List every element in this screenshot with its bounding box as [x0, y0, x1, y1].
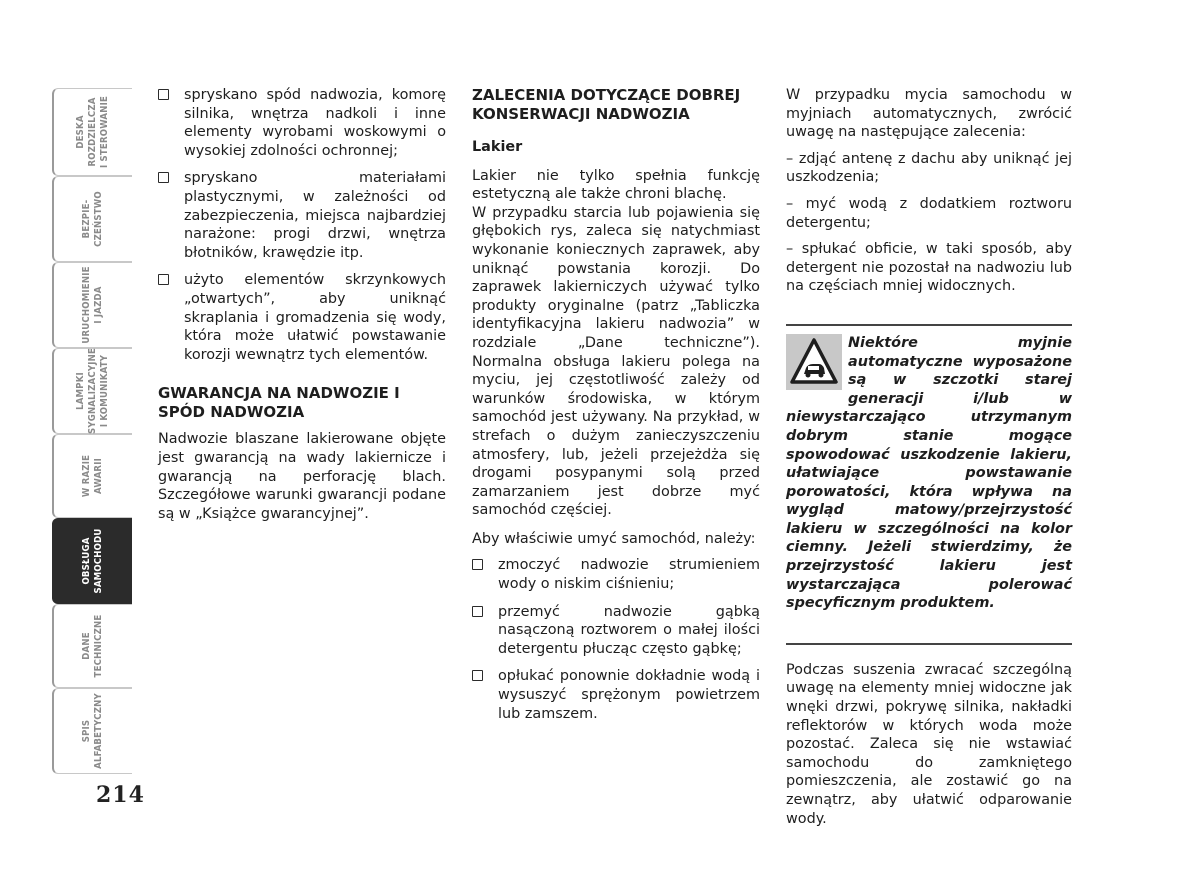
- sidebar-tab-label: DESKA ROZDZIELCZA I STEROWANIE: [75, 95, 110, 169]
- checkbox-bullet-icon: [158, 274, 169, 285]
- paragraph: Nadwozie blaszane lakierowane objęte jest gwarancją na wady lakiernicze i gwarancją na perforację blach. Szczegółowe warunki gwarancji podane są w „Książce gwarancyjnej”.: [158, 431, 446, 522]
- paragraph: Lakier nie tylko spełnia funkcję estetyczną ale także chroni blachę.: [472, 167, 760, 203]
- sidebar-tab-label: BEZPIE- CZEŃSTWO: [81, 191, 104, 247]
- checkbox-bullet-icon: [158, 172, 169, 183]
- checkbox-bullet-icon: [472, 670, 483, 681]
- sidebar-tab-uruchomienie[interactable]: [52, 262, 132, 348]
- sidebar-tab-label: SPIS ALFABETYCZNY: [81, 693, 104, 769]
- list-item: spryskano spód nadwozia, komorę silnika, wnętrza nadkoli i inne elementy wyrobami woskowymi o wysokiej zdolności ochronnej;: [158, 86, 446, 160]
- sidebar-tab-deska[interactable]: [52, 88, 132, 176]
- paragraph: Aby właściwie umyć samochód, należy:: [472, 530, 756, 547]
- checkbox-bullet-icon: [472, 606, 483, 617]
- list-item: zmoczyć nadwozie strumieniem wody o niskim ciśnieniu;: [472, 556, 760, 593]
- subheading: Lakier: [472, 139, 523, 155]
- section-heading: ZALECENIA DOTYCZĄCE DOBREJ KONSERWACJI NADWOZIA: [472, 86, 741, 123]
- sidebar-tab-label: DANE TECHNICZNE: [81, 614, 104, 678]
- list-item: – spłukać obficie, w taki sposób, aby detergent nie pozostał na nadwoziu lub na częściach mniej widocznych.: [786, 241, 1072, 295]
- sidebar-tab-label: URUCHOMIENIE I JAZDA: [81, 266, 104, 344]
- sidebar-tab-obsluga[interactable]: [52, 518, 132, 604]
- page-number: 214: [96, 782, 145, 808]
- paragraph: W przypadku starcia lub pojawienia się głębokich rys, zaleca się natychmiast wykonanie koniecznych zaprawek, aby uniknąć powstania korozji. Do zaprawek lakierniczych używać tylko produkty oryginalne (patrz „Tabliczka identyfikacyjna lakieru nadwozia” w rozdziale „Dane techniczne”). Normalna obsługa lakieru polega na myciu, jej częstotliwość zależy od warunków środowiska, w którym samochód jest używany. Na przykład, w strefach o dużym zanieczyszczeniu atmosfery, lub, jeżeli przejeżdża się drogami posypanymi solą przed zamarzaniem jest dobrze myć samochód częściej.: [472, 204, 760, 519]
- sidebar-tab-dane[interactable]: [52, 604, 132, 688]
- list-item: opłukać ponownie dokładnie wodą i wysuszyć sprężonym powietrzem lub zamszem.: [472, 667, 760, 723]
- sidebar-tab-label: LAMPKI SYGNALIZACYJNE I KOMUNIKATY: [75, 348, 110, 434]
- column-1: [158, 86, 446, 523]
- sidebar-tab-lampki[interactable]: [52, 348, 132, 434]
- paragraph: Podczas suszenia zwracać szczególną uwagę na elementy mniej widoczne jak wnęki drzwi, pokrywę silnika, nakładki reflektorów w których woda może pozostać. Zaleca się nie wstawiać samochodu do zamkniętego pomieszczenia, ale zostawić go na zewnątrz, aby ułatwić odparowanie wody.: [786, 661, 1072, 827]
- checkbox-bullet-icon: [472, 559, 483, 570]
- divider: [786, 643, 1072, 645]
- list-item: przemyć nadwozie gąbką nasączoną roztworem o małej ilości detergentu płucząc często gąbkę;: [472, 603, 760, 659]
- section-heading: GWARANCJA NA NADWOZIE I SPÓD NADWOZIA: [158, 384, 400, 422]
- sidebar-tab-bezpieczenstwo[interactable]: [52, 176, 132, 262]
- list-item: spryskano materiałami plastycznymi, w zależności od zabezpieczenia, miejsca najbardziej narażone: progi drzwi, wnętrza błotników, krawędzie itp.: [158, 169, 446, 262]
- column-3: [786, 86, 1072, 828]
- sidebar-tab-spis[interactable]: [52, 688, 132, 774]
- list-item: – zdjąć antenę z dachu aby uniknąć jej uszkodzenia;: [786, 150, 1072, 186]
- sidebar-tab-label: W RAZIE AWARII: [81, 454, 104, 498]
- column-2: [472, 86, 760, 732]
- warning-box: [786, 324, 1072, 613]
- car-wash-warning-icon: [786, 334, 842, 390]
- paragraph: W przypadku mycia samochodu w myjniach automatycznych, zwrócić uwagę na następujące zalecenia:: [786, 87, 1072, 141]
- list-item: użyto elementów skrzynkowych „otwartych”, aby uniknąć skraplania i gromadzenia się wody, która może ułatwić powstawanie korozji wewnątrz tych elementów.: [158, 271, 446, 364]
- list-item: – myć wodą z dodatkiem roztworu detergentu;: [786, 195, 1072, 231]
- checkbox-bullet-icon: [158, 89, 169, 100]
- sidebar-tab-label: OBSŁUGA SAMOCHODU: [81, 528, 104, 594]
- sidebar-tab-awarii[interactable]: [52, 434, 132, 518]
- warning-text: Niektóre myjnie automatyczne wyposażone są w szczotki starej generacji i/lub w niewystarczająco utrzymanym dobrym stanie mogące spowodować uszkodzenie lakieru, ułatwiające powstawanie porowatości, która wpływa na wygląd matowy/przejrzystość lakieru w szczególności na kolor ciemny. Jeżeli stwierdzimy, że przejrzystość lakieru jest wystarczająca polerować specyficznym produktem.: [786, 334, 1072, 612]
